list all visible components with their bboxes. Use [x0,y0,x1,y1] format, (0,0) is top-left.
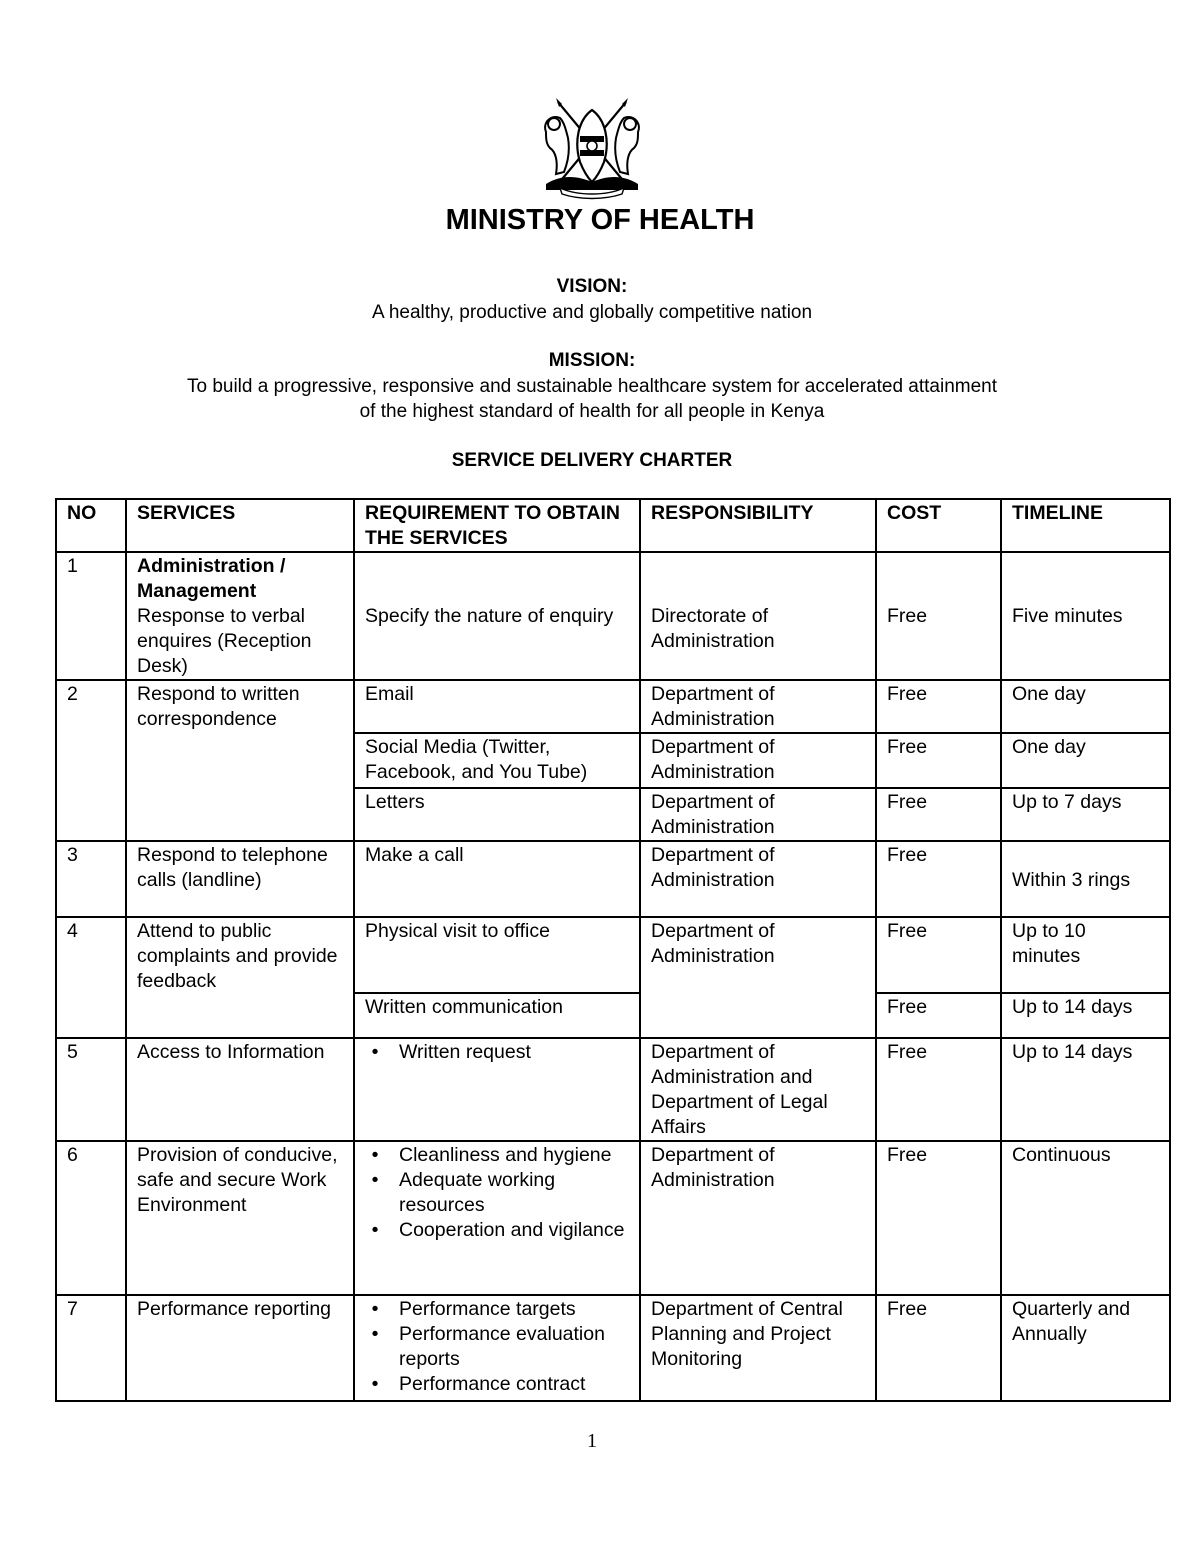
table-row [56,841,1170,917]
requirement-cell [354,552,640,680]
requirement-list [365,1143,629,1243]
header-services: SERVICES [126,499,354,552]
charter-title: SERVICE DELIVERY CHARTER [451,450,733,471]
responsibility-text: Department of Administration [640,1141,876,1295]
timeline-text: One day [1001,733,1170,788]
header-no: NO [56,499,126,552]
row-number: 6 [56,1141,126,1295]
requirement-cell [354,1038,640,1141]
table-row [56,917,1170,993]
service-text: Attend to public complaints and provide feedback [126,917,354,1038]
responsibility-text: Department of Administration [640,733,876,788]
list-item: • Written request [399,1040,629,1065]
cost-cell [876,552,1001,680]
row-number: 4 [56,917,126,1038]
timeline-text: Quarterly and Annually [1001,1295,1170,1401]
timeline-cell [1001,552,1170,680]
responsibility-text: Department of Administration and Department of Legal Affairs [640,1038,876,1141]
responsibility-text: Department of Administration [640,788,876,841]
list-item: • Adequate working resources [399,1168,629,1218]
timeline-text: Five minutes [1012,605,1123,627]
requirement-text: Specify the nature of enquiry [365,605,614,627]
mission-text-line2: of the highest standard of health for all people in Kenya [359,401,825,422]
row-number: 3 [56,841,126,917]
responsibility-text: Department of Administration [640,841,876,917]
cost-text: Free [876,917,1001,993]
requirement-text: Make a call [354,841,640,917]
requirement-list [365,1297,629,1397]
page-number: 1 [587,1430,597,1452]
table-row [56,1038,1170,1141]
cost-text: Free [876,1295,1001,1401]
requirement-text: Social Media (Twitter, Facebook, and You Tube) [354,733,640,788]
table-row [56,552,1170,680]
list-item: • Cleanliness and hygiene [399,1143,629,1168]
row-number: 7 [56,1295,126,1401]
row-number: 2 [56,680,126,841]
vision-label: VISION: [556,276,628,297]
timeline-text: Up to 10 minutes [1001,917,1170,993]
table-row [56,680,1170,733]
ministry-title: MINISTRY OF HEALTH [445,204,755,236]
cost-text: Free [876,1141,1001,1295]
timeline-cell [1001,841,1170,917]
service-text: Provision of conducive, safe and secure Work Environment [126,1141,354,1295]
service-text: Response to verbal enquires (Reception Desk) [137,605,312,677]
cost-text: Free [876,680,1001,733]
header-cost: COST [876,499,1001,552]
list-item: • Performance targets [399,1297,629,1322]
kenya-coat-of-arms-emblem [538,92,646,200]
requirement-list [365,1040,629,1065]
timeline-text: Within 3 rings [1012,869,1131,891]
vision-text: A healthy, productive and globally competitive nation [371,302,813,323]
table-row [56,1295,1170,1401]
row-number: 5 [56,1038,126,1141]
cost-text: Free [876,733,1001,788]
timeline-text: One day [1001,680,1170,733]
service-charter-table [55,498,1171,1402]
requirement-text: Email [354,680,640,733]
service-heading: Administration / Management [137,555,286,602]
mission-label: MISSION: [548,350,636,371]
requirement-text: Letters [354,788,640,841]
table-header-row [56,499,1170,552]
timeline-text: Up to 14 days [1001,993,1170,1038]
responsibility-text: Department of Administration [640,680,876,733]
responsibility-text: Directorate of Administration [651,605,775,652]
responsibility-text: Department of Central Planning and Project Monitoring [640,1295,876,1401]
service-cell [126,552,354,680]
list-item: • Performance contract [399,1372,629,1397]
row-number: 1 [56,552,126,680]
service-text: Access to Information [126,1038,354,1141]
cost-text: Free [876,841,1001,917]
cost-text: Free [876,788,1001,841]
responsibility-text: Department of Administration [640,917,876,1038]
requirement-cell [354,1141,640,1295]
timeline-text: Continuous [1001,1141,1170,1295]
header-timeline: TIMELINE [1001,499,1170,552]
service-text: Respond to telephone calls (landline) [126,841,354,917]
list-item: • Performance evaluation reports [399,1322,629,1372]
list-item: • Cooperation and vigilance [399,1218,629,1243]
timeline-text: Up to 14 days [1001,1038,1170,1141]
timeline-text: Up to 7 days [1001,788,1170,841]
requirement-cell [354,1295,640,1401]
requirement-text: Written communication [354,993,640,1038]
responsibility-cell [640,552,876,680]
service-text: Respond to written correspondence [126,680,354,841]
header-responsibility: RESPONSIBILITY [640,499,876,552]
cost-text: Free [876,993,1001,1038]
table-row [56,1141,1170,1295]
cost-text: Free [887,605,928,627]
requirement-text: Physical visit to office [354,917,640,993]
cost-text: Free [876,1038,1001,1141]
mission-text-line1: To build a progressive, responsive and sustainable healthcare system for accelerated attainment [186,376,998,397]
service-text: Performance reporting [126,1295,354,1401]
header-requirement: REQUIREMENT TO OBTAIN THE SERVICES [354,499,640,552]
